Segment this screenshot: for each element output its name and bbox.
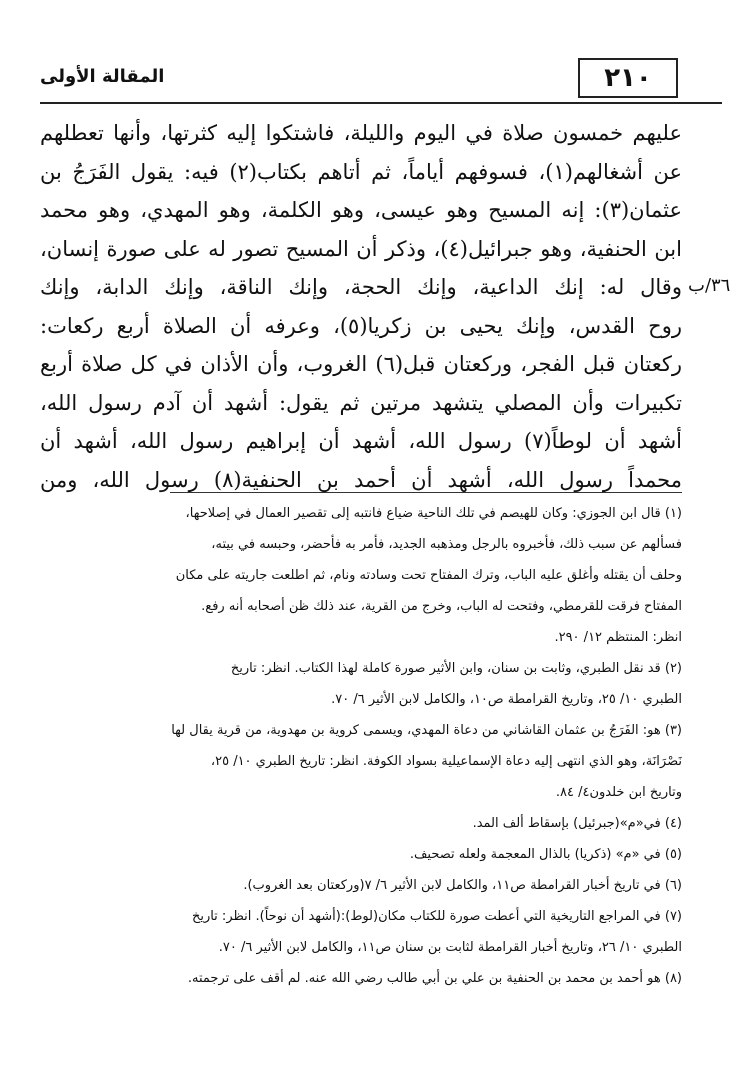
- footnote-line: (٦) في تاريخ أخبار القرامطة ص١١، والكامل لابن الأثير ٦/ ٧(وركعتان بعد الغروب).: [243, 878, 682, 893]
- footnote-line: (٨) هو أحمد بن محمد بن الحنفية بن علي بن أبي طالب رضي الله عنه. لم أقف على ترجمته.: [187, 971, 682, 986]
- footnote-line: (٣) هو: الفَرَجُ بن عثمان القاشاني من دعاة المهدي، ويسمى كروية بن مهدوية، من قرية يقال لها: [171, 723, 682, 738]
- footnote-5: [40, 839, 682, 870]
- footnote-line: (٢) قد نقل الطبري، وثابت بن سنان، وابن الأثير صورة كاملة لهذا الكتاب. انظر: تاريخ: [230, 661, 682, 676]
- header-rule: [40, 102, 722, 104]
- running-title: المقالة الأولى: [40, 66, 165, 87]
- main-text: [40, 114, 682, 499]
- footnote-line: انظر: المنتظم ١٢/ ٢٩٠.: [554, 630, 682, 645]
- footnote-line: وتاريخ ابن خلدون٤/ ٨٤.: [555, 785, 682, 800]
- footnote-1: [40, 498, 682, 653]
- footnote-2: [40, 653, 682, 715]
- main-text-line: أشهد أن لوطاً(٧) رسول الله، أشهد أن إبراهيم رسول الله، أشهد أن: [40, 429, 682, 453]
- margin-note: ٣٦/ب: [688, 275, 731, 296]
- page-number: ٢١٠: [578, 58, 678, 98]
- footnotes: [40, 498, 682, 994]
- main-text-line: ابن الحنفية، وهو جبرائيل(٤)، وذكر أن المسيح تصور له على صورة إنسان،: [40, 236, 682, 261]
- main-text-line: وقال له: إنك الداعية، وإنك الحجة، وإنك الناقة، وإنك الدابة، وإنك: [40, 275, 682, 299]
- main-text-line: ركعتان قبل الفجر، وركعتان قبل(٦) الغروب، وأن الأذان في كل صلاة أربع: [40, 352, 682, 376]
- footnote-line: (٥) في «م» (ذكريا) بالذال المعجمة ولعله تصحيف.: [409, 847, 682, 862]
- footnote-line: نَصْرَانَة، وهو الذي انتهى إليه دعاة الإسماعيلية بسواد الكوفة. انظر: تاريخ الطبري ١٠/ ٢٥،: [210, 754, 682, 769]
- footnote-rule: [170, 492, 682, 493]
- footnote-line: الطبري ١٠/ ٢٥، وتاريخ القرامطة ص١٠، والكامل لابن الأثير ٦/ ٧٠.: [331, 692, 682, 707]
- page-header: [40, 58, 722, 102]
- footnote-4: [40, 808, 682, 839]
- footnote-6: [40, 870, 682, 901]
- main-text-line: عثمان(٣): إنه المسيح وهو عيسى، وهو الكلمة، وهو المهدي، وهو محمد: [40, 198, 682, 222]
- main-text-line: تكبيرات وأن المصلي يتشهد مرتين ثم يقول: أشهد أن آدم رسول الله،: [40, 390, 682, 415]
- main-text-line: محمداً رسول الله، أشهد أن أحمد بن الحنفية(٨) رسول الله، ومن: [40, 467, 682, 492]
- footnote-line: (٤) في«م»(جبرئيل) بإسقاط ألف المد.: [472, 816, 682, 831]
- footnote-line: الطبري ١٠/ ٢٦، وتاريخ أخبار القرامطة لثابت بن سنان ص١١، والكامل لابن الأثير ٦/ ٧٠.: [218, 940, 682, 955]
- main-text-line: عليهم خمسون صلاة في اليوم والليلة، فاشتكوا إليه كثرتها، وأنها تعطلهم: [40, 121, 682, 145]
- main-text-line: روح القدس، وإنك يحيى بن زكريا(٥)، وعرفه أن الصلاة أربع ركعات:: [40, 313, 682, 338]
- footnote-8: [40, 963, 682, 994]
- main-text-line: عن أشغالهم(١)، فسوفهم أياماً، ثم أتاهم بكتاب(٢) فيه: يقول الفَرَجُ بن: [40, 159, 682, 184]
- footnote-line: فسألهم عن سبب ذلك، فأخبروه بالرجل ومذهبه الجديد، فأمر به فأحضر، وحبسه في بيته،: [211, 537, 682, 552]
- footnote-line: المفتاح فرقت للقرمطي، وفتحت له الباب، وخرج من القرية، عند ذلك ظن أصحابه أنه رفع.: [201, 599, 682, 614]
- footnote-line: (١) قال ابن الجوزي: وكان للهيصم في تلك الناحية ضياع فانتبه إلى تقصير العمال في إصلاحها،: [185, 506, 682, 521]
- footnote-3: [40, 715, 682, 808]
- footnote-7: [40, 901, 682, 963]
- footnote-line: (٧) في المراجع التاريخية التي أعطت صورة للكتاب مكان(لوط):(أشهد أن نوحاً). انظر: تاريخ: [191, 909, 682, 924]
- footnote-line: وحلف أن يقتله وأغلق عليه الباب، وترك المفتاح تحت وسادته ونام، ثم اطلعت جاريته على مكان: [175, 568, 682, 583]
